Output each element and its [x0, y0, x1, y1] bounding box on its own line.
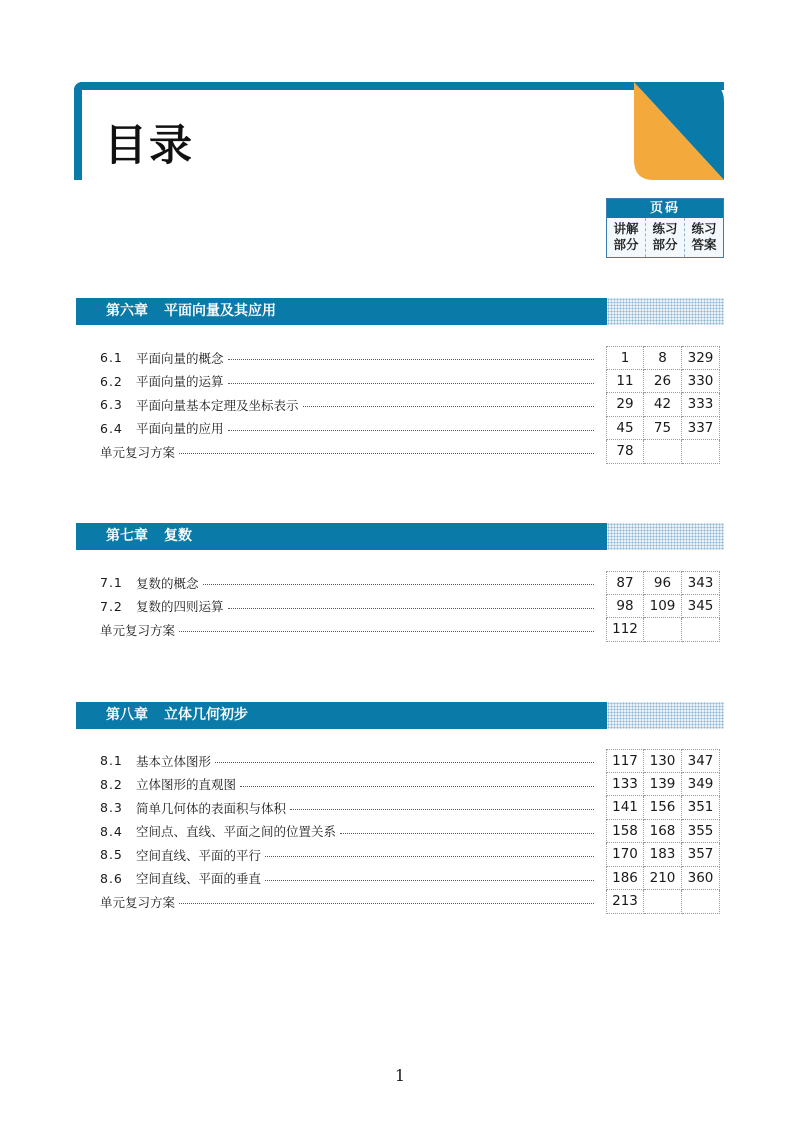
toc-row-review[interactable] — [100, 618, 724, 642]
page-exercise: 130 — [644, 749, 682, 773]
page-exercise: 139 — [644, 773, 682, 797]
toc-row[interactable] — [100, 773, 724, 797]
chapter-header — [76, 298, 724, 325]
corner-fold-icon — [634, 82, 724, 180]
dot-leader — [228, 383, 594, 384]
dot-leader — [228, 608, 594, 609]
page-answer: 357 — [682, 843, 720, 867]
section-title: 复数的概念 — [136, 575, 199, 591]
page-exercise: 8 — [644, 346, 682, 370]
legend-text: 答案 — [691, 237, 717, 252]
page-exercise: 156 — [644, 796, 682, 820]
dot-leader — [290, 809, 594, 810]
toc-row[interactable] — [100, 393, 724, 417]
legend-text: 练习 — [691, 221, 717, 236]
page-exercise: 75 — [644, 417, 682, 441]
section-title: 单元复习方案 — [100, 894, 176, 910]
section-number: 8.6 — [100, 870, 123, 886]
chapter-dot-pattern — [607, 298, 724, 325]
chapter-bar — [76, 702, 607, 729]
section-title: 平面向量基本定理及坐标表示 — [136, 397, 299, 413]
section-number: 6.2 — [100, 373, 123, 389]
section-number: 7.2 — [100, 598, 123, 614]
section-number: 6.3 — [100, 397, 123, 413]
chapter-dot-pattern — [607, 523, 724, 550]
chapter-header — [76, 702, 724, 729]
legend-column-lecture — [607, 218, 646, 257]
page-exercise — [644, 440, 682, 464]
legend-heading: 页码 — [607, 199, 723, 218]
section-number: 7.1 — [100, 575, 123, 591]
page-lecture: 87 — [606, 571, 644, 595]
page-lecture: 133 — [606, 773, 644, 797]
chapter-number: 第六章 — [106, 303, 148, 319]
section-title: 复数的四则运算 — [136, 599, 224, 615]
page-exercise: 183 — [644, 843, 682, 867]
toc-row[interactable] — [100, 867, 724, 891]
page-lecture: 158 — [606, 820, 644, 844]
dot-leader — [240, 786, 594, 787]
page-lecture: 213 — [606, 890, 644, 914]
legend-text: 练习 — [652, 221, 678, 236]
page-answer: 343 — [682, 571, 720, 595]
chapter-number: 第八章 — [106, 707, 148, 723]
page-exercise: 26 — [644, 370, 682, 394]
page-lecture: 98 — [606, 595, 644, 619]
page-lecture: 117 — [606, 749, 644, 773]
chapter-sections — [100, 749, 724, 914]
page-exercise: 109 — [644, 595, 682, 619]
toc-row[interactable] — [100, 346, 724, 370]
section-title: 单元复习方案 — [100, 622, 176, 638]
chapter-dot-pattern — [607, 702, 724, 729]
toc-row[interactable] — [100, 820, 724, 844]
page-answer: 345 — [682, 595, 720, 619]
section-title: 空间直线、平面的垂直 — [136, 871, 262, 887]
toc-row[interactable] — [100, 370, 724, 394]
chapter-bar — [76, 298, 607, 325]
section-number: 6.4 — [100, 420, 123, 436]
page-answer: 360 — [682, 867, 720, 891]
section-number: 6.1 — [100, 350, 123, 366]
chapter-sections — [100, 346, 724, 464]
chapter-number: 第七章 — [106, 528, 148, 544]
page-exercise — [644, 890, 682, 914]
dot-leader — [340, 833, 594, 834]
section-title: 基本立体图形 — [136, 753, 212, 769]
toc-row[interactable] — [100, 571, 724, 595]
page-lecture: 112 — [606, 618, 644, 642]
section-title: 平面向量的概念 — [136, 350, 224, 366]
dot-leader — [179, 631, 594, 632]
page-answer: 347 — [682, 749, 720, 773]
toc-row[interactable] — [100, 595, 724, 619]
dot-leader — [179, 453, 594, 454]
page-number: 1 — [394, 1066, 406, 1085]
toc-row-review[interactable] — [100, 440, 724, 464]
page-answer: 337 — [682, 417, 720, 441]
toc-row[interactable] — [100, 417, 724, 441]
page-exercise — [644, 618, 682, 642]
section-number: 8.1 — [100, 753, 123, 769]
dot-leader — [228, 359, 594, 360]
page-answer: 333 — [682, 393, 720, 417]
dot-leader — [179, 903, 594, 904]
toc-row[interactable] — [100, 796, 724, 820]
section-number: 8.4 — [100, 823, 123, 839]
toc-row-review[interactable] — [100, 890, 724, 914]
frame-top-bar — [74, 82, 724, 90]
page-lecture: 186 — [606, 867, 644, 891]
toc-row[interactable] — [100, 749, 724, 773]
chapter-name: 平面向量及其应用 — [164, 303, 276, 319]
chapter-bar — [76, 523, 607, 550]
page-lecture: 45 — [606, 417, 644, 441]
page-lecture: 170 — [606, 843, 644, 867]
dot-leader — [215, 762, 594, 763]
legend-text: 部分 — [652, 237, 678, 252]
section-number: 8.3 — [100, 800, 123, 816]
chapter-name: 立体几何初步 — [164, 707, 248, 723]
page-answer — [682, 890, 720, 914]
page-answer — [682, 440, 720, 464]
page-answer — [682, 618, 720, 642]
section-title: 单元复习方案 — [100, 444, 176, 460]
dot-leader — [228, 430, 594, 431]
page-lecture: 78 — [606, 440, 644, 464]
dot-leader — [265, 880, 594, 881]
page-lecture: 141 — [606, 796, 644, 820]
dot-leader — [303, 406, 594, 407]
section-number: 8.2 — [100, 776, 123, 792]
page-exercise: 42 — [644, 393, 682, 417]
chapter-name: 复数 — [164, 528, 192, 544]
frame-left-bar — [74, 82, 82, 180]
page-legend — [606, 198, 724, 258]
section-title: 简单几何体的表面积与体积 — [136, 800, 287, 816]
dot-leader — [265, 856, 594, 857]
dot-leader — [203, 584, 594, 585]
page-answer: 330 — [682, 370, 720, 394]
chapter-header — [76, 523, 724, 550]
toc-row[interactable] — [100, 843, 724, 867]
legend-text: 讲解 — [613, 221, 639, 236]
page-exercise: 210 — [644, 867, 682, 891]
page-lecture: 11 — [606, 370, 644, 394]
section-title: 立体图形的直观图 — [136, 777, 237, 793]
page-title: 目录 — [104, 121, 194, 171]
page-answer: 349 — [682, 773, 720, 797]
page-lecture: 1 — [606, 346, 644, 370]
page-answer: 351 — [682, 796, 720, 820]
chapter-sections — [100, 571, 724, 642]
page-lecture: 29 — [606, 393, 644, 417]
section-title: 空间直线、平面的平行 — [136, 847, 262, 863]
page-exercise: 96 — [644, 571, 682, 595]
section-title: 平面向量的运算 — [136, 374, 224, 390]
section-number: 8.5 — [100, 847, 123, 863]
legend-column-answers — [685, 218, 723, 257]
page-exercise: 168 — [644, 820, 682, 844]
legend-text: 部分 — [613, 237, 639, 252]
page-answer: 329 — [682, 346, 720, 370]
section-title: 空间点、直线、平面之间的位置关系 — [136, 824, 337, 840]
section-title: 平面向量的应用 — [136, 421, 224, 437]
legend-column-exercise — [646, 218, 685, 257]
page-answer: 355 — [682, 820, 720, 844]
